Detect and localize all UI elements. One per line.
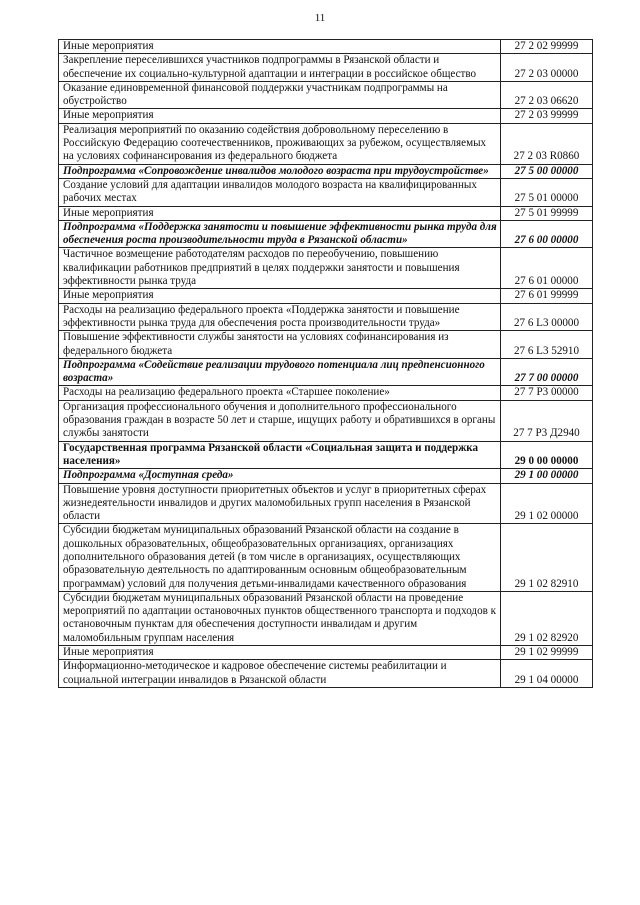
table-row <box>59 178 593 206</box>
row-code: 27 2 03 R0860 <box>501 123 593 164</box>
row-name: Иные мероприятия <box>59 289 501 303</box>
row-code: 27 2 03 99999 <box>501 109 593 123</box>
row-code: 27 7 P3 00000 <box>501 386 593 400</box>
row-code: 29 1 04 00000 <box>501 660 593 688</box>
subprogram-code: 27 7 00 00000 <box>501 358 593 386</box>
subprogram-name: Подпрограмма «Содействие реализации трудового потенциала лиц предпенсионного возраста» <box>59 358 501 386</box>
row-name: Иные мероприятия <box>59 109 501 123</box>
row-code: 27 2 03 06620 <box>501 81 593 109</box>
row-name: Оказание единовременной финансовой поддержки участникам подпрограммы на обустройство <box>59 81 501 109</box>
row-code: 27 6 L3 00000 <box>501 303 593 331</box>
table-row <box>59 660 593 688</box>
table-row <box>59 40 593 54</box>
table-row <box>59 54 593 82</box>
table-row <box>59 400 593 441</box>
row-code: 29 1 02 00000 <box>501 483 593 524</box>
row-name: Информационно-методическое и кадровое обеспечение системы реабилитации и социальной интеграции инвалидов в Рязанской области <box>59 660 501 688</box>
row-code: 27 7 P3 Д2940 <box>501 400 593 441</box>
state-program-name: Государственная программа Рязанской области «Социальная защита и поддержка населения» <box>59 441 501 469</box>
state-program-code: 29 0 00 00000 <box>501 441 593 469</box>
subprogram-code: 27 5 00 00000 <box>501 164 593 178</box>
row-code: 29 1 02 99999 <box>501 646 593 660</box>
row-code: 27 5 01 99999 <box>501 206 593 220</box>
table-row <box>59 646 593 660</box>
budget-classification-table <box>58 39 593 688</box>
row-name: Создание условий для адаптации инвалидов молодого возраста на квалифицированных рабочих местах <box>59 178 501 206</box>
table-row <box>59 206 593 220</box>
row-code: 27 6 01 99999 <box>501 289 593 303</box>
row-name: Реализация мероприятий по оказанию содействия добровольному переселению в Российскую Федерацию соотечественников, проживающих за рубежом, осуществляемых на условиях софинансирования из федерального бюджета <box>59 123 501 164</box>
row-code: 27 2 03 00000 <box>501 54 593 82</box>
table-row <box>59 248 593 289</box>
row-name: Иные мероприятия <box>59 646 501 660</box>
subprogram-row <box>59 469 593 483</box>
subprogram-code: 27 6 00 00000 <box>501 220 593 248</box>
row-name: Субсидии бюджетам муниципальных образований Рязанской области на создание в дошкольных образовательных, общеобразовательных организациях, организациях дополнительного образования детей (в том числе в организациях, осуществляющих образовательную деятельность по адаптированным основным общеобразовательным программам) условий для получения детьми-инвалидами качественного образования <box>59 524 501 591</box>
row-name: Расходы на реализацию федерального проекта «Старшее поколение» <box>59 386 501 400</box>
row-code: 27 2 02 99999 <box>501 40 593 54</box>
subprogram-row <box>59 358 593 386</box>
page-number: 11 <box>314 12 326 24</box>
row-name: Повышение уровня доступности приоритетных объектов и услуг в приоритетных сферах жизнедеятельности инвалидов и других маломобильных групп населения в Рязанской области <box>59 483 501 524</box>
subprogram-name: Подпрограмма «Поддержка занятости и повышение эффективности рынка труда для обеспечения роста производительности труда в Рязанской области» <box>59 220 501 248</box>
table-row <box>59 524 593 591</box>
subprogram-name: Подпрограмма «Сопровождение инвалидов молодого возраста при трудоустройстве» <box>59 164 501 178</box>
row-code: 27 5 01 00000 <box>501 178 593 206</box>
subprogram-row <box>59 220 593 248</box>
table-row <box>59 591 593 645</box>
state-program-row <box>59 441 593 469</box>
row-code: 27 6 01 00000 <box>501 248 593 289</box>
row-code: 29 1 02 82910 <box>501 524 593 591</box>
row-name: Субсидии бюджетам муниципальных образований Рязанской области на проведение мероприятий по адаптации остановочных пунктов общественного транспорта и подходов к остановочным пунктам для обеспечения доступности инвалидам и другим маломобильным группам населения <box>59 591 501 645</box>
table-row <box>59 483 593 524</box>
row-code: 29 1 02 82920 <box>501 591 593 645</box>
subprogram-code: 29 1 00 00000 <box>501 469 593 483</box>
row-name: Расходы на реализацию федерального проекта «Поддержка занятости и повышение эффективности рынка труда для обеспечения роста производительности труда» <box>59 303 501 331</box>
table-row <box>59 386 593 400</box>
table-row <box>59 123 593 164</box>
row-name: Иные мероприятия <box>59 206 501 220</box>
subprogram-name: Подпрограмма «Доступная среда» <box>59 469 501 483</box>
table-row <box>59 109 593 123</box>
row-code: 27 6 L3 52910 <box>501 331 593 359</box>
row-name: Повышение эффективности службы занятости на условиях софинансирования из федерального бюджета <box>59 331 501 359</box>
row-name: Частичное возмещение работодателям расходов по переобучению, повышению квалификации работников предприятий в целях поддержки занятости и повышения эффективности рынка труда <box>59 248 501 289</box>
subprogram-row <box>59 164 593 178</box>
table-row <box>59 81 593 109</box>
row-name: Иные мероприятия <box>59 40 501 54</box>
table-row <box>59 331 593 359</box>
row-name: Организация профессионального обучения и дополнительного профессионального образования граждан в возрасте 50 лет и старше, ищущих работу и обратившихся в органы службы занятости <box>59 400 501 441</box>
row-name: Закрепление переселившихся участников подпрограммы в Рязанской области и обеспечение их социально-культурной адаптации и интеграции в российское общество <box>59 54 501 82</box>
table-row <box>59 289 593 303</box>
table-row <box>59 303 593 331</box>
